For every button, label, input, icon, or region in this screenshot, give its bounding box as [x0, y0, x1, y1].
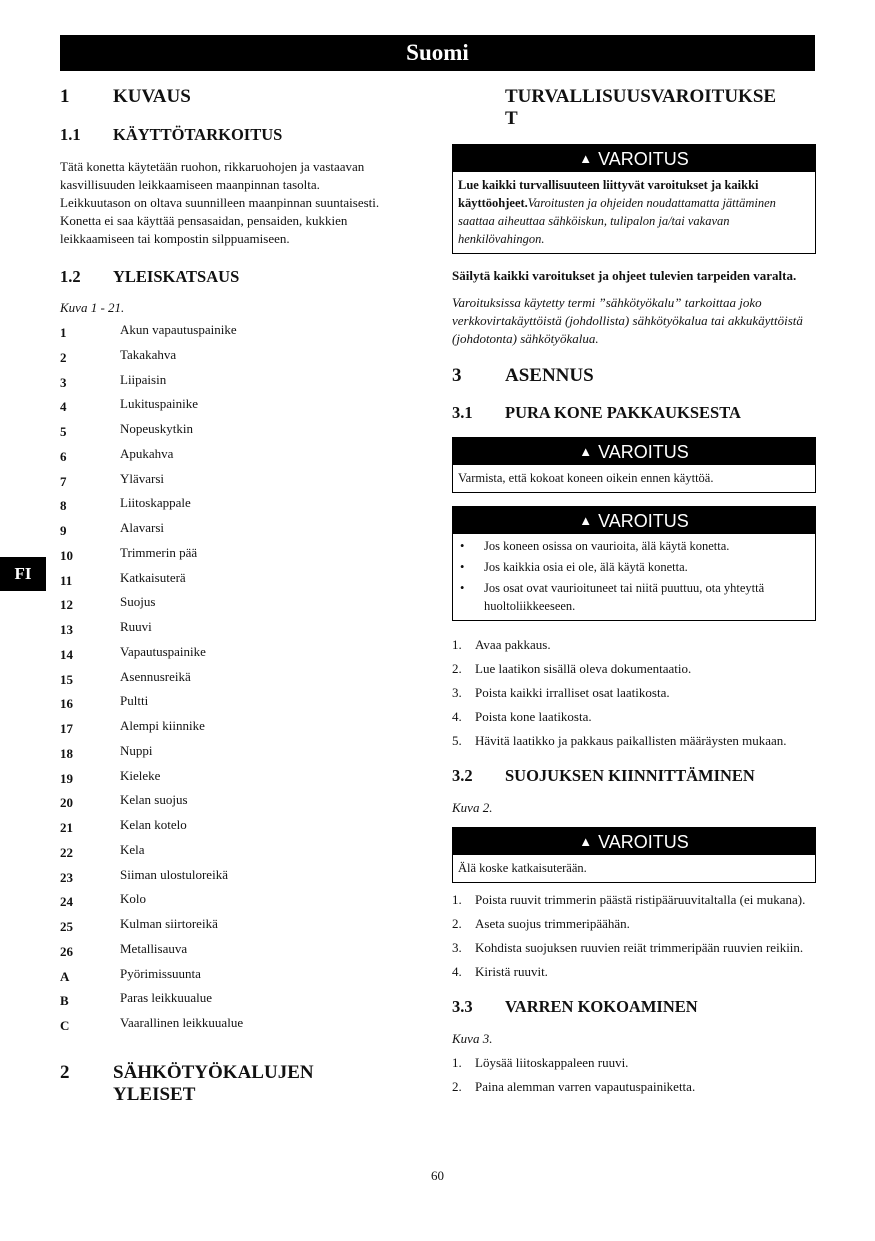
legend-row: [60, 495, 420, 520]
legend-row: [60, 842, 420, 867]
legend-label: Kieleke: [120, 767, 161, 783]
legend-key: 12: [60, 597, 73, 613]
legend-key: 18: [60, 745, 73, 761]
section-3-3-heading: 3.3 VARREN KOKOAMINEN: [452, 997, 698, 1016]
warning-box-cutter: ▲ VAROITUS Älä koske katkaisuterään.: [452, 827, 816, 883]
legend-row: [60, 372, 420, 397]
legend-row: [60, 570, 420, 595]
legend-row: [60, 322, 420, 347]
step-item: [452, 708, 816, 725]
legend-row: [60, 916, 420, 941]
step-text: Paina alemman varren vapautuspainiketta.: [475, 1079, 696, 1094]
legend-label: Ylävarsi: [120, 470, 165, 486]
page-number: 60: [431, 1168, 444, 1183]
warning-triangle-icon: ▲: [579, 834, 593, 849]
legend-key: 4: [60, 399, 67, 415]
legend-key: 15: [60, 671, 73, 687]
legend-label: Siiman ulostuloreikä: [120, 866, 228, 882]
legend-row: [60, 446, 420, 471]
unpacking-steps: [452, 636, 816, 749]
warning-triangle-icon: ▲: [579, 444, 593, 459]
warning-box-general: ▲ VAROITUS Lue kaikki turvallisuuteen liittyvät varoitukset ja kaikki käyttöohjeet.Varoitusten ja ohjeiden noudattamatta jättäminen saattaa aiheuttaa sähköiskun, tulipalon ja/tai vakavan henkilövahingon.: [452, 144, 816, 254]
section-1-2-heading: 1.2 YLEISKATSAUS: [60, 267, 240, 286]
step-item: [452, 891, 816, 908]
legend-label: Alempi kiinnike: [120, 718, 205, 733]
legend-row: [60, 817, 420, 842]
legend-row: [60, 644, 420, 669]
legend-label: Liitoskappale: [120, 495, 191, 511]
safety-warnings-heading: TURVALLISUUSVAROITUKSE T: [505, 86, 777, 129]
legend-key: 8: [60, 498, 67, 514]
legend-key: B: [60, 993, 69, 1009]
legend-row: [60, 693, 420, 718]
legend-row: [60, 941, 420, 966]
legend-key: 19: [60, 770, 73, 786]
step-number: 5.: [452, 733, 462, 748]
legend-label: Nuppi: [120, 742, 153, 758]
legend-label: Nopeuskytkin: [120, 421, 193, 436]
legend-label: Metallisauva: [120, 940, 188, 956]
step-number: 3.: [452, 940, 462, 955]
legend-key: A: [60, 968, 70, 984]
list-item: • Jos osat ovat vaurioituneet tai niitä puuttuu, ota yhteyttä huoltoliikkeeseen.: [460, 581, 765, 613]
legend-key: C: [60, 1018, 70, 1033]
legend-row: [60, 396, 420, 421]
step-item: [452, 1054, 816, 1071]
legend-label: Kelan kotelo: [120, 817, 187, 832]
step-number: 2.: [452, 916, 462, 931]
list-item: • Jos koneen osissa on vaurioita, älä käytä konetta.: [460, 539, 730, 553]
legend-row: [60, 867, 420, 892]
legend-label: Katkaisuterä: [120, 569, 186, 585]
step-text: Poista ruuvit trimmerin päästä ristipääruuvitaltalla (ei mukana).: [475, 892, 806, 907]
left-column: [60, 86, 420, 1106]
warning-triangle-icon: ▲: [579, 151, 593, 166]
step-text: Poista kaikki irralliset osat laatikosta.: [475, 685, 670, 700]
step-text: Löysää liitoskappaleen ruuvi.: [475, 1055, 629, 1070]
legend-label: Akun vapautuspainike: [120, 322, 237, 337]
legend-label: Pyörimissuunta: [120, 965, 201, 981]
legend-key: 14: [60, 646, 73, 662]
legend-row: [60, 768, 420, 793]
step-number: 2.: [452, 1079, 462, 1094]
legend-label: Kolo: [120, 891, 146, 907]
step-text: Hävitä laatikko ja pakkaus paikallisten määräysten mukaan.: [475, 733, 787, 748]
legend-row: [60, 545, 420, 570]
legend-row: [60, 891, 420, 916]
legend-key: 3: [60, 374, 67, 390]
legend-key: 6: [60, 448, 67, 464]
section-3-1-heading: 3.1 PURA KONE PAKKAUKSESTA: [452, 403, 741, 422]
legend-key: 23: [60, 869, 73, 885]
step-text: Avaa pakkaus.: [475, 637, 551, 652]
section-2-heading: 2 SÄHKÖTYÖKALUJEN YLEISET: [60, 1061, 314, 1105]
language-side-tab: FI: [0, 557, 46, 591]
step-item: [452, 684, 816, 701]
figure-reference: Kuva 2.: [452, 800, 493, 815]
legend-label: Pultti: [120, 693, 149, 709]
legend-label: Kulman siirtoreikä: [120, 916, 218, 931]
warning-box-assembly: ▲ VAROITUS Varmista, että kokoat koneen oikein ennen käyttöä.: [452, 437, 816, 493]
legend-key: 13: [60, 622, 73, 637]
legend-label: Liipaisin: [120, 371, 167, 387]
step-text: Lue laatikon sisällä oleva dokumentaatio.: [475, 661, 692, 676]
legend-label: Alavarsi: [120, 520, 165, 535]
section-1-heading: 1 KUVAUS: [60, 86, 191, 107]
list-item: • Jos kaikkia osia ei ole, älä käytä konetta.: [460, 560, 688, 574]
step-text: Kiristä ruuvit.: [475, 964, 548, 979]
step-item: [452, 1078, 816, 1095]
power-tool-term-note: Varoituksissa käytetty termi ”sähkötyökalu” tarkoittaa joko verkkovirtakäyttöistä (johdollista) sähkötyökalua tai akkukäyttöistä (johdotonta) sähkötyökalua.: [452, 295, 803, 346]
legend-key: 7: [60, 473, 67, 489]
legend-row: [60, 421, 420, 446]
legend-row: [60, 990, 420, 1015]
legend-key: 1: [60, 325, 67, 340]
legend-label: Paras leikkuualue: [120, 990, 213, 1006]
legend-label: Lukituspainike: [120, 396, 198, 412]
legend-label: Apukahva: [120, 445, 174, 461]
warning-box-damaged-parts: ▲ VAROITUS • Jos koneen osissa on vaurioita, älä käytä konetta. • Jos kaikkia osia ei ole, älä käytä konetta. • Jos osat ovat vaurioituneet tai niitä puuttuu, ota yhteyttä huoltoliikkeeseen.: [452, 506, 816, 621]
legend-label: Kela: [120, 841, 145, 857]
legend-row: [60, 347, 420, 372]
legend-label: Ruuvi: [120, 619, 152, 634]
step-text: Aseta suojus trimmeripäähän.: [475, 916, 630, 931]
figure-reference: Kuva 1 - 21.: [60, 300, 125, 315]
legend-label: Kelan suojus: [120, 792, 188, 808]
legend-row: [60, 619, 420, 644]
figure-reference: Kuva 3.: [452, 1031, 493, 1046]
legend-label: Vaarallinen leikkuualue: [120, 1015, 244, 1030]
legend-key: 25: [60, 919, 73, 934]
legend-key: 24: [60, 894, 73, 910]
step-number: 4.: [452, 709, 462, 724]
legend-key: 17: [60, 721, 73, 736]
legend-key: 16: [60, 696, 73, 712]
legend-label: Trimmerin pää: [120, 544, 198, 560]
keep-instructions-note: Säilytä kaikki varoitukset ja ohjeet tulevien tarpeiden varalta.: [452, 268, 797, 283]
legend-key: 11: [60, 572, 73, 588]
parts-legend: [60, 322, 420, 1040]
step-number: 2.: [452, 661, 462, 676]
step-item: [452, 939, 816, 956]
legend-key: 10: [60, 547, 73, 563]
legend-label: Takakahva: [120, 346, 177, 362]
right-column: [452, 86, 816, 1102]
legend-row: [60, 520, 420, 545]
step-item: [452, 636, 816, 653]
step-text: Kohdista suojuksen ruuvien reiät trimmeripään ruuvien reikiin.: [475, 940, 804, 955]
legend-row: [60, 743, 420, 768]
step-number: 1.: [452, 637, 462, 652]
step-number: 4.: [452, 964, 462, 979]
step-item: [452, 915, 816, 932]
legend-row: [60, 1015, 420, 1040]
legend-key: 9: [60, 523, 67, 538]
step-number: 3.: [452, 685, 462, 700]
step-number: 1.: [452, 892, 462, 907]
section-1-1-heading: 1.1 KÄYTTÖTARKOITUS: [60, 125, 283, 144]
legend-key: 2: [60, 349, 67, 365]
section-3-heading: 3 ASENNUS: [452, 365, 594, 386]
step-item: [452, 963, 816, 980]
step-item: [452, 732, 816, 749]
section-3-2-heading: 3.2 SUOJUKSEN KIINNITTÄMINEN: [452, 766, 755, 785]
language-banner: Suomi: [60, 35, 815, 71]
step-item: [452, 660, 816, 677]
legend-row: [60, 669, 420, 694]
legend-label: Asennusreikä: [120, 668, 191, 684]
legend-row: [60, 594, 420, 619]
legend-row: [60, 718, 420, 743]
legend-key: 21: [60, 820, 73, 835]
step-number: 1.: [452, 1055, 462, 1070]
legend-key: 26: [60, 943, 73, 959]
legend-key: 20: [60, 795, 73, 811]
legend-key: 22: [60, 844, 73, 860]
guard-steps: [452, 891, 816, 980]
legend-key: 5: [60, 424, 67, 439]
legend-row: [60, 966, 420, 991]
shaft-steps: [452, 1054, 816, 1095]
legend-label: Suojus: [120, 594, 156, 610]
intended-use-text: Tätä konetta käytetään ruohon, rikkaruohojen ja vastaavan kasvillisuuden leikkaamiseen maanpinnan tasolta. Leikkuutason on oltava suunnilleen maanpinnan suuntaisesti. Konetta ei saa käyttää pensasaidan, pensaiden, kukkien leikkaamiseen tai kompostin silppuamiseen.: [60, 159, 380, 246]
legend-label: Vapautuspainike: [120, 643, 206, 659]
legend-row: [60, 471, 420, 496]
warning-triangle-icon: ▲: [579, 513, 593, 528]
step-text: Poista kone laatikosta.: [475, 709, 592, 724]
legend-row: [60, 792, 420, 817]
